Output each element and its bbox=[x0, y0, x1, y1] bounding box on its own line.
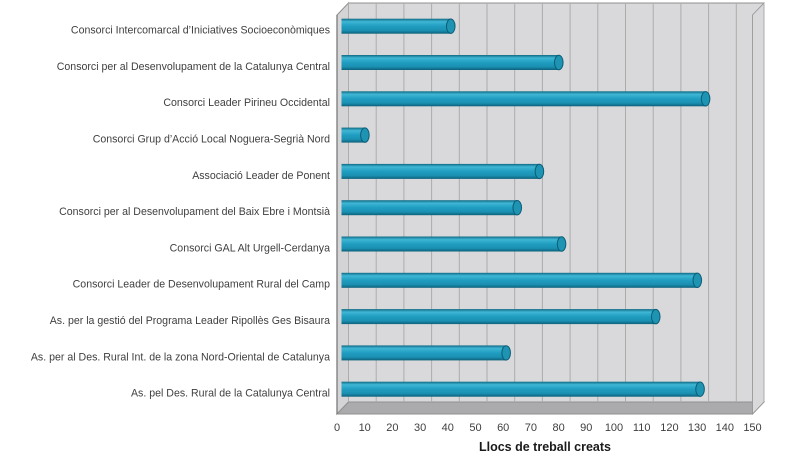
x-tick-label-90: 90 bbox=[580, 422, 593, 434]
category-label-1: Consorci per al Desenvolupament de la Catalunya Central bbox=[56, 60, 330, 73]
x-tick-label-30: 30 bbox=[413, 422, 427, 434]
x-tick-label-100: 100 bbox=[604, 422, 624, 434]
bar-cylinder-9 bbox=[342, 345, 507, 360]
x-tick-label-130: 130 bbox=[687, 422, 707, 434]
bar-cylinder-0 bbox=[342, 19, 451, 34]
x-tick-label-50: 50 bbox=[469, 422, 482, 434]
bar-cap-4 bbox=[535, 164, 544, 178]
x-tick-label-120: 120 bbox=[660, 422, 679, 434]
x-tick-label-20: 20 bbox=[386, 422, 399, 434]
bar-cap-2 bbox=[701, 92, 710, 106]
x-tick-label-110: 110 bbox=[632, 422, 651, 434]
x-tick-label-70: 70 bbox=[524, 422, 538, 434]
category-label-6: Consorci GAL Alt Urgell-Cerdanya bbox=[169, 242, 330, 255]
x-tick-label-10: 10 bbox=[358, 422, 371, 434]
bar-cylinder-8 bbox=[342, 309, 656, 324]
category-label-5: Consorci per al Desenvolupament del Baix Ebre i Montsià bbox=[59, 206, 330, 219]
category-label-8: As. per la gestió del Programa Leader Ripollès Ges Bisaura bbox=[49, 315, 330, 327]
category-label-7: Consorci Leader de Desenvolupament Rural del Camp bbox=[72, 278, 330, 291]
bar-cylinder-6 bbox=[342, 237, 562, 252]
bar-cap-0 bbox=[446, 19, 455, 33]
bar-cylinder-5 bbox=[342, 200, 518, 215]
plot-floor bbox=[337, 402, 764, 414]
category-label-10: As. pel Des. Rural de la Catalunya Central bbox=[130, 387, 330, 400]
category-label-9: As. per al Des. Rural Int. de la zona Nord-Oriental de Catalunya bbox=[30, 351, 330, 364]
bar-cap-5 bbox=[513, 201, 522, 215]
x-tick-label-140: 140 bbox=[715, 422, 734, 434]
bar-cylinder-7 bbox=[342, 273, 698, 288]
bar-cap-9 bbox=[502, 346, 511, 360]
x-tick-label-60: 60 bbox=[497, 422, 510, 434]
bar-cap-8 bbox=[651, 309, 660, 323]
x-tick-label-0: 0 bbox=[333, 422, 341, 434]
bar-cylinder-10 bbox=[342, 382, 701, 397]
bar-cylinder-2 bbox=[342, 91, 706, 106]
bar-cylinder-4 bbox=[342, 164, 540, 179]
x-tick-label-80: 80 bbox=[552, 422, 565, 434]
bar-cap-6 bbox=[557, 237, 566, 251]
bar-cap-3 bbox=[361, 128, 370, 142]
bar-cylinder-1 bbox=[342, 55, 559, 70]
x-tick-label-40: 40 bbox=[441, 422, 454, 434]
category-label-4: Associació Leader de Ponent bbox=[192, 169, 330, 182]
category-label-3: Consorci Grup d’Acció Local Noguera-Segrià Nord bbox=[92, 133, 330, 146]
x-axis-title: Llocs de treball creats bbox=[478, 440, 611, 454]
category-label-0: Consorci Intercomarcal d’Iniciatives Socioeconòmiques bbox=[70, 24, 330, 37]
bar-cap-1 bbox=[555, 55, 564, 69]
category-label-2: Consorci Leader Pirineu Occidental bbox=[163, 97, 330, 110]
plot-right-wall bbox=[753, 3, 765, 414]
x-tick-label-150: 150 bbox=[743, 422, 762, 434]
bar-cap-7 bbox=[693, 273, 702, 287]
bar-cap-10 bbox=[696, 382, 705, 396]
